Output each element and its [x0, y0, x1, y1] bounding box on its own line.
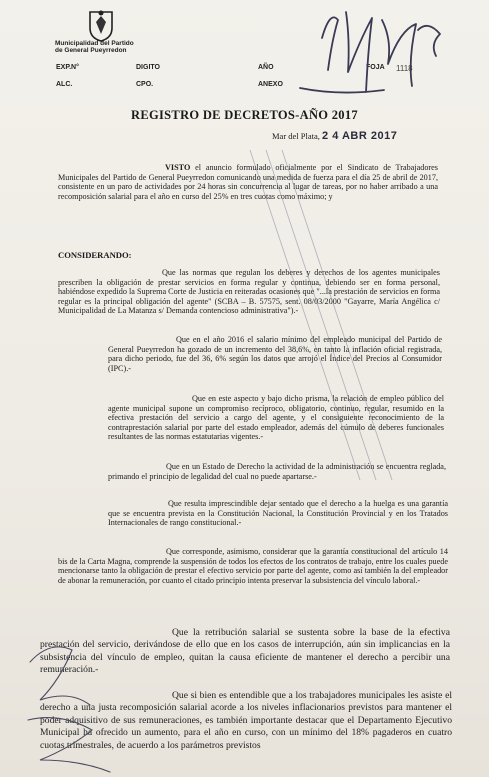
- exp-label: EXP.N°: [56, 64, 79, 71]
- foja-number: 1118: [396, 64, 413, 73]
- cpo-label: CPO.: [136, 81, 154, 88]
- paragraph-6-text: Que corresponde, asimismo, considerar que la garantía constitucional del artículo 14 bis de la Carta Magna, comprende la suspensión de todos los efectos de los contratos de trabajo, entre los cuales puede mencionarse tanto la obligación de prestar el efectivo servicio por parte del agente, como así también la del empleador de abonar la remuneración, por cuanto el citado principio intenta preservar la subsistencia del vínculo laboral.-: [58, 547, 448, 585]
- municipality-line-1: Municipalidad del Partido: [55, 40, 134, 47]
- paragraph-7-text: Que la retribución salarial se sustenta sobre la base de la efectiva prestación del servicio, derivándose de ello que en los casos de interrupción, aún sin implicancias en la subsistencia del vínculo de empleo, quitan la causa eficiente de mantener el derecho a percibir una remuneración.-: [40, 627, 450, 676]
- foja-label: FOJA: [366, 64, 385, 71]
- digito-label: DIGITO: [136, 64, 160, 71]
- paragraph-8-text: Que si bien es entendible que a los trabajadores municipales les asiste el derecho a una justa recomposición salarial acorde a los niveles inflacionarios previstos para mantener el poder adquisitivo de sus remuneraciones, es también importante destacar que el Departamento Ejecutivo Municipal ha ofrecido un aumento, para el año en curso, con un mínimo del 18% pagaderos en cuatro cuotas trimestrales, de acuerdo a los parámetros previstos: [40, 690, 452, 751]
- paragraph-4-text: Que en un Estado de Derecho la actividad de la administración se encuentra reglada, primando el principio de legalidad del cual no puede apartarse.-: [108, 462, 446, 481]
- paragraph-2-text: Que en el año 2016 el salario mínimo del empleado municipal del Partido de General Pueyrredon ha gozado de un incremento del 38,6%, en tanto la inflación oficial registrada, para dicho periodo, fue del 36, 6% según los datos que arrojó el Índice del Precios al Consumidor (IPC).-: [108, 335, 442, 373]
- ano-label: AÑO: [258, 64, 274, 71]
- visto-keyword: VISTO: [165, 163, 191, 172]
- handwritten-signature-icon: [300, 12, 440, 93]
- alc-label: ALC.: [56, 81, 73, 88]
- initials-mark-icon: [28, 647, 110, 772]
- paragraph-3-text: Que en este aspecto y bajo dicho prisma, la relación de empleo público del agente municipal supone un compromiso recíproco, obligatorio, continuo, regular, resumido en la efectiva prestación del servicio a cargo del agente, y el consiguiente reconocimiento de la contraprestación salarial por parte del estado empleador, además del cúmulo de deberes funcionales resultantes de las normas estatutarias vigentes.-: [108, 394, 444, 442]
- considerando-heading: CONSIDERANDO:: [58, 250, 132, 260]
- document-title: REGISTRO DE DECRETOS-AÑO 2017: [131, 108, 358, 122]
- visto-text: el anuncio formulado oficialmente por el Sindicato de Trabajadores Municipales del Partido de General Pueyrredon comunicando una medida de fuerza para el día 25 de abril de 2017, consistente en un paro de actividades por 24 horas sin concurrencia al lugar de tareas, por no haber arribado a una recomposición salarial para el año en curso del 25% en tres cuotas como máximo; y: [58, 163, 438, 201]
- paragraph-5-text: Que resulta imprescindible dejar sentado que el derecho a la huelga es una garantía que se encuentra prevista en la Constitución Nacional, la Constitución Provincial y en los Tratados Internacionales de rango constitucional.-: [108, 499, 448, 528]
- date-stamp: 2 4 ABR 2017: [322, 130, 398, 142]
- municipality-line-2: de General Pueyrredon: [55, 47, 127, 54]
- verification-stamp-lines: [250, 150, 392, 480]
- anexo-label: ANEXO: [258, 81, 283, 88]
- date-place: Mar del Plata,: [272, 131, 320, 141]
- paragraph-1-text: Que las normas que regulan los deberes y derechos de los agentes municipales prescriben la obligación de prestar servicios en forma regular y continua, debiendo ser en forma personal, habiéndose expedido la Suprema Corte de Justicia en reiteradas ocasiones que "...la prestación de servicios en forma regular es la principal obligación del agente" (SCBA – B. 57575, sent. 08/03/2000 "Gayarre, María Angélica c/ Municipalidad de La Matanza s/ Demanda contencioso administrativa").-: [58, 268, 440, 316]
